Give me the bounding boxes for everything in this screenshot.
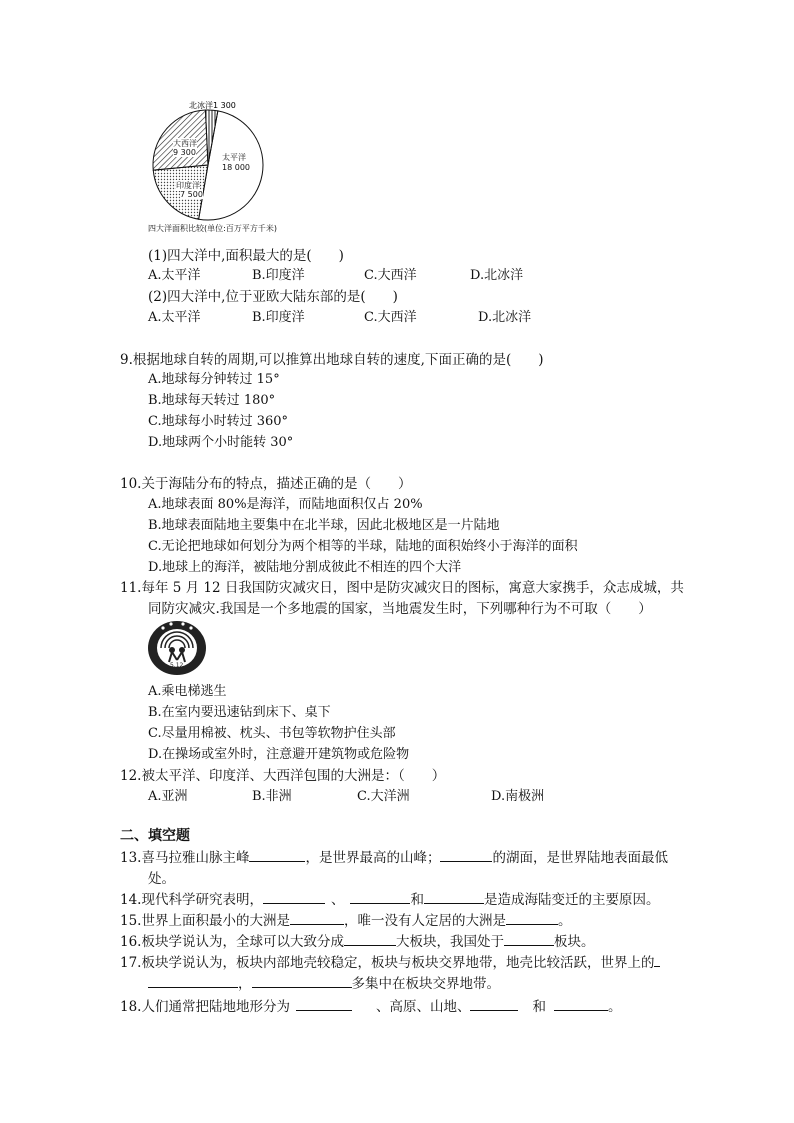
q8-sub1-option-c[interactable]: C.大西洋	[364, 268, 417, 283]
q15-text-3: 。	[557, 913, 572, 929]
q14-blank-1[interactable]	[263, 889, 325, 904]
q18-text-2: 、高原、山地、	[375, 999, 471, 1015]
q14-text-4: 是造成海陆变迁的主要原因。	[483, 892, 660, 908]
q8-sub2-option-b[interactable]: B.印度洋	[252, 310, 305, 325]
q13-text-3: 的湖面，是世界陆地表面最低	[492, 850, 668, 866]
disaster-prevention-logo	[147, 620, 207, 676]
q10-option-c[interactable]: C.无论把地球如何划分为两个相等的半球，陆地的面积始终小于海洋的面积	[148, 539, 578, 554]
q14-text-1: 14.现代科学研究表明，	[120, 892, 263, 908]
q14-text-3: 和	[410, 892, 424, 908]
q16-blank-2[interactable]	[504, 931, 554, 946]
pie-label-atlantic-value: 9 300	[173, 148, 196, 157]
q13-text-1: 13.喜马拉雅山脉主峰	[120, 850, 250, 866]
q16-blank-1[interactable]	[344, 931, 396, 946]
q17-blank-1[interactable]	[148, 973, 238, 988]
section-fill-in-title: 二、填空题	[120, 828, 190, 844]
q13-line2: 处。	[148, 871, 175, 887]
q12-option-b[interactable]: B.非洲	[252, 789, 292, 804]
q16-text-1: 16.板块学说认为，全球可以大致分成	[120, 934, 344, 950]
q18-blank-3[interactable]	[554, 996, 608, 1011]
q13-blank-1[interactable]	[249, 847, 305, 862]
q18-blank-2[interactable]	[470, 996, 518, 1011]
q16-text-3: 板块。	[553, 934, 595, 950]
q8-sub1-option-a[interactable]: A.太平洋	[148, 268, 201, 283]
q17-blank-0[interactable]	[654, 952, 660, 967]
q17-text-3: 多集中在板块交界地带。	[351, 976, 500, 992]
q15-line	[120, 909, 571, 929]
q11-option-d[interactable]: D.在操场或室外时，注意避开建筑物或危险物	[148, 747, 410, 762]
q8-sub1-option-b[interactable]: B.印度洋	[252, 268, 305, 283]
q9-option-d[interactable]: D.地球两个小时能转 30°	[148, 435, 294, 450]
q12-option-d[interactable]: D.南极洲	[491, 789, 545, 804]
q18-line	[120, 995, 621, 1015]
pie-caption: 四大洋面积比较(单位:百万平方千米)	[148, 224, 277, 233]
q10-option-d[interactable]: D.地球上的海洋，被陆地分割成彼此不相连的四个大洋	[148, 560, 462, 575]
q9-option-c[interactable]: C.地球每小时转过 360°	[148, 414, 289, 429]
q12-option-c[interactable]: C.大洋洲	[357, 789, 410, 804]
pie-label-indian-value: 7 500	[180, 190, 203, 199]
pie-label-pacific-value: 18 000	[222, 163, 250, 172]
q13-blank-2[interactable]	[440, 847, 492, 862]
q10-stem: 10.关于海陆分布的特点，描述正确的是（ ）	[120, 476, 412, 492]
q11-option-c[interactable]: C.尽量用棉被、枕头、书包等软物护住头部	[148, 726, 396, 741]
q15-blank-1[interactable]	[290, 910, 344, 925]
q16-line	[120, 930, 594, 950]
pie-label-atlantic-name: 大西洋	[173, 139, 197, 148]
q18-text-3: 和	[532, 999, 546, 1015]
q18-blank-1[interactable]	[296, 996, 352, 1011]
q17-line2	[148, 972, 500, 992]
pie-label-pacific-name: 太平洋	[222, 153, 246, 162]
q15-text-2: ，唯一没有人定居的大洲是	[343, 913, 506, 929]
q8-sub2-option-c[interactable]: C.大西洋	[364, 310, 417, 325]
q17-text-2: ，	[238, 976, 252, 992]
q8-sub2-option-d[interactable]: D.北冰洋	[478, 310, 532, 325]
pie-svg	[148, 100, 278, 225]
q13-text-2: ，是世界最高的山峰；	[305, 850, 441, 866]
q14-line	[120, 888, 659, 908]
q10-option-b[interactable]: B.地球表面陆地主要集中在北半球，因此北极地区是一片陆地	[148, 518, 500, 533]
logo-date-text: 5.12	[170, 662, 184, 669]
q11-stem-line1: 11.每年 5 月 12 日我国防灾减灾日，图中是防灾减灾日的图标，寓意大家携手，众志成城，共	[120, 580, 684, 596]
q8-sub2-option-a[interactable]: A.太平洋	[148, 310, 201, 325]
q14-blank-2[interactable]	[350, 889, 410, 904]
q17-blank-2[interactable]	[252, 973, 352, 988]
pie-label-indian-name: 印度洋	[176, 181, 200, 190]
q11-option-b[interactable]: B.在室内要迅速钻到床下、桌下	[148, 705, 331, 720]
q14-text-2: 、	[330, 892, 345, 908]
slice-label-arctic: 北冰洋1 300	[189, 101, 236, 110]
q8-sub1-option-d[interactable]: D.北冰洋	[470, 268, 524, 283]
q18-text-4: 。	[607, 999, 622, 1015]
q17-text-1: 17.板块学说认为，板块内部地壳较稳定，板块与板块交界地带，地壳比较活跃，世界上的	[120, 955, 655, 971]
q8-sub2-stem: (2)四大洋中,位于亚欧大陆东部的是( )	[148, 289, 398, 305]
ocean-area-pie-chart	[148, 100, 278, 225]
q11-stem-line2: 同防灾减灾.我国是一个多地震的国家，当地震发生时，下列哪种行为不可取（ ）	[148, 601, 652, 617]
q9-option-a[interactable]: A.地球每分钟转过 15°	[148, 372, 280, 387]
q8-sub1-stem: (1)四大洋中,面积最大的是( )	[148, 248, 344, 264]
q10-option-a[interactable]: A.地球表面 80%是海洋，而陆地面积仅占 20%	[148, 497, 423, 512]
q9-option-b[interactable]: B.地球每天转过 180°	[148, 393, 276, 408]
q15-text-1: 15.世界上面积最小的大洲是	[120, 913, 290, 929]
q18-text-1: 18.人们通常把陆地地形分为	[120, 999, 290, 1015]
q12-option-a[interactable]: A.亚洲	[148, 789, 188, 804]
q16-text-2: 大板块，我国处于	[395, 934, 504, 950]
q13-line1	[120, 846, 668, 866]
q14-blank-3[interactable]	[424, 889, 484, 904]
q12-stem: 12.被太平洋、印度洋、大西洋包围的大洲是：（ ）	[120, 768, 446, 784]
q17-line1	[120, 951, 660, 971]
q9-stem: 9.根据地球自转的周期,可以推算出地球自转的速度,下面正确的是( )	[120, 352, 544, 368]
q11-option-a[interactable]: A.乘电梯逃生	[148, 684, 227, 699]
q15-blank-2[interactable]	[506, 910, 558, 925]
